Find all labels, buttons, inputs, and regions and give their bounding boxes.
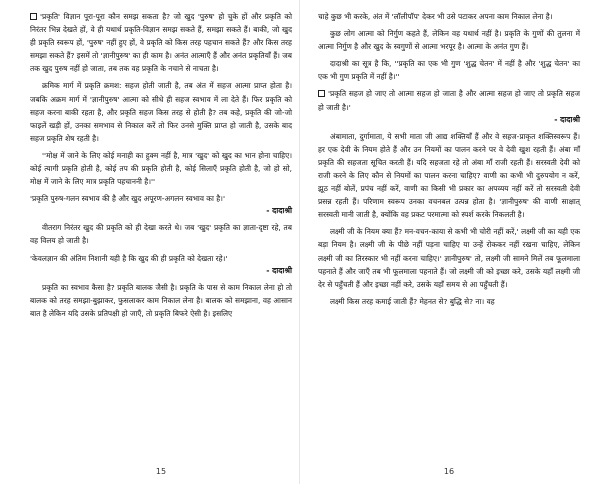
quote-attribution: - दादाश्री [266, 206, 292, 216]
quote-text: 'प्रकृति पुरुष-गलन स्वभाव की है और खुद अपूरण-अगलन स्वभाव का है।' [30, 194, 225, 204]
paragraph: कुछ लोग आत्मा को निर्गुण कहते हैं, लेकिन वह यथार्थ नहीं है। प्रकृति के गुणों की तुलना में आत्मा निर्गुण है और खुद के स्वगुणों से आत्मा भरपूर है। आत्मा के अनंत गुण हैं। [318, 29, 580, 52]
paragraph: दादाश्री का सूत्र है कि, ''प्रकृति का एक भी गुण 'शुद्ध चेतन' में नहीं है और 'शुद्ध चेतन' का एक भी गुण प्रकृति में नहीं है।'' [318, 59, 580, 82]
quote-attribution: - दादाश्री [266, 265, 292, 275]
quote-block [30, 192, 292, 217]
paragraph: ''मोक्ष में जाने के लिए कोई मनाही का हुक्म नहीं है, मात्र 'खुद' को खुद का भान होना चाहिए। कोई त्यागी प्रकृति होती है, कोई तप की प्रकृति होती है, कोई सिलाएँ प्रकृति होती है, जो हो सो, मोक्ष में जाने के लिए मात्र प्रकृति पहचाननी है।'' [30, 150, 292, 187]
checkbox-bullet-icon [318, 90, 325, 97]
right-page [318, 10, 580, 480]
quote-text: 'प्रकृति सहज हो जाए तो आत्मा सहज हो जाता है और आत्मा सहज हो जाए तो प्रकृति सहज हो जाती है।' [318, 89, 580, 112]
paragraph: लक्ष्मी किस तरह कमाई जाती हैं? मेहनत से? बुद्धि से? ना। वह [330, 296, 495, 306]
page-gutter [299, 0, 300, 484]
quote-block [30, 252, 292, 277]
paragraph: अंबामाता, दुर्गामाता, ये सभी माता जी आद्य शक्तियाँ हैं और वे सहज-प्राकृत शक्तिस्वरूप हैं। हर एक देवी के नियम होते हैं और उन नियमों का पालन करने पर वे देवी खुश रहती हैं। अंबा माँ प्रकृति की सहजता सूचित करती हैं। यदि सहजता रहे तो अंबा माँ राजी रहती हैं। सरस्वती देवी को राजी करने के लिए कौन से नियमों का पालन करना चाहिए? वाणी का कभी भी दुरुपयोग न करें, झूठ नहीं बोलें, प्रपंच नहीं करें, वाणी का किसी भी प्रकार का अपव्यय नहीं करें तो सरस्वती देवी प्रसन्न रहती हैं। परिणाम स्वरूप उनका वचनबल उत्पन्न होता है। 'ज्ञानीपुरुष' की वाणी साक्षात् सरस्वती मानी जाती है, क्योंकि वह प्रकट परमात्मा को स्पर्श करके निकलती है। [318, 131, 580, 220]
quote-attribution: - दादाश्री [554, 114, 580, 124]
paragraph: क्रमिक मार्ग में प्रकृति क्रमश: सहज होती जाती है, तब अंत में सहज आत्मा प्राप्त होता है। जबकि अक्रम मार्ग में 'ज्ञानीपुरुष' आत्मा को सीधे ही सहज स्वभाव में ला देते हैं। फिर प्रकृति को सहज करना बाकी रहता है, और प्रकृति सहज किस तरह से होती है? तब कहे, प्रकृति की जो-जो फाइलें खड़ी हों, उनका समभाव से निकाल करें तो फिर उनसे मुक्ति प्राप्त हो जाती है, उसके बाद सहज प्रकृति शेष रहती है। [30, 81, 292, 143]
paragraph: चाहे कुछ भी करके, अंत में 'लॉलीपॉप' देकर भी उसे पटाकर अपना काम निकाल लेना है। [318, 12, 553, 21]
paragraph: वीतराग निरंतर खुद की प्रकृति को ही देखा करते थे। जब 'खुद' प्रकृति का ज्ञाता-दृष्टा रहे, तब वह विलय हो जाती है। [30, 223, 292, 246]
paragraph: 'प्रकृति' विज्ञान पूरा-पूरा कौन समझ सकता है? जो खुद 'पुरुष' हो चुके हों और प्रकृति को निरंतर भिन्न देखते हों, वे ही यथार्थ प्रकृति-विज्ञान समझ सकते हैं, समझा सकते हैं। बाकी, जो खुद ही प्रकृति स्वरूप हों, 'पुरुष' नहीं हुए हों, वे प्रकृति को किस तरह पहचान सकते हैं? और किस तरह समझा सकते हैं? इसमें तो 'ज्ञानीपुरुष' का ही काम है। अनंत आत्माएँ हैं और अनंत प्रकृतियाँ हैं। जब तक खुद पुरुष नहीं हो जाता, तब तक वह प्रकृति के नचाने से नाचता है। [30, 12, 292, 74]
page-number: 15 [155, 467, 167, 476]
quote-block [318, 87, 580, 125]
page-number: 16 [443, 467, 455, 476]
left-page [30, 10, 292, 480]
paragraph: लक्ष्मी जी के नियम क्या हैं? मन-वचन-काया से कभी भी चोरी नहीं करें,' लक्ष्मी जी का यही एक बड़ा नियम है। लक्ष्मी जी के पीछे नहीं पड़ना चाहिए या उन्हें रोककर नहीं रखना चाहिए, लेकिन लक्ष्मी जी का तिरस्कार भी नहीं करना चाहिए।' ज्ञानीपुरुष' तो, लक्ष्मी जी सामने मिलें तब फूलमाला पहनाते हैं और जाएँ तब भी फूलमाला पहनाते हैं। जो लक्ष्मी जी को इच्छा करे, उसके यहाँ लक्ष्मी जी देर से पहुँचती हैं और इच्छा नहीं करे, उसके यहाँ समय से आ पहुँचती हैं। [318, 227, 580, 289]
quote-text: 'केवलज्ञान की अंतिम निशानी यही है कि खुद की ही प्रकृति को देखता रहे।' [30, 253, 228, 263]
checkbox-bullet-icon [30, 13, 37, 20]
paragraph: प्रकृति का स्वभाव कैसा है? प्रकृति बालक जैसी है। प्रकृति के पास से काम निकाल लेना हो तो बालक को तरह समझा-बुझाकर, फुसलाकर काम निकाल लेना है। बालक को समझाना, वह आसान बात है लेकिन यदि उसके प्रतिपक्षी हो जाएँ, तो प्रकृति बिफरे ऐसी है। इसलिए [30, 282, 292, 318]
